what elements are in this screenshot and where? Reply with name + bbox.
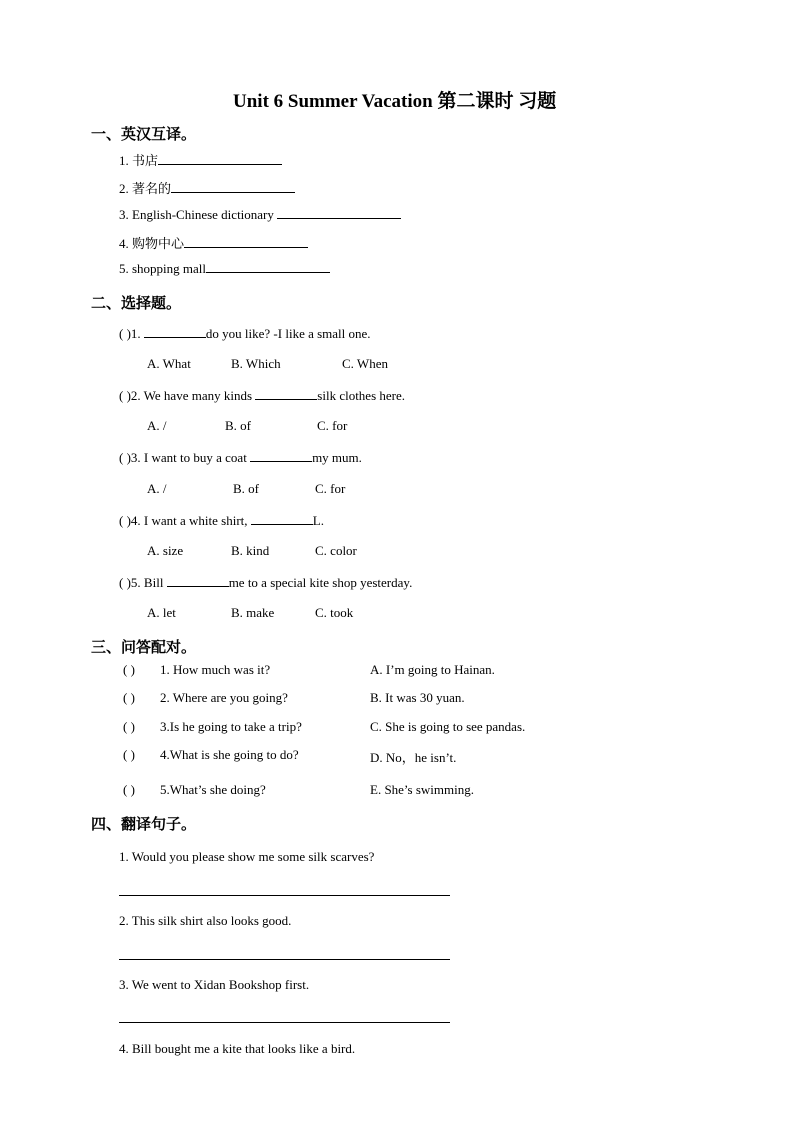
vocab-item — [119, 178, 295, 197]
option-a: A. / — [147, 418, 167, 433]
question-blank — [167, 574, 229, 587]
match-bracket[interactable]: ( ) — [123, 782, 135, 797]
question-text-post: do you like? -I like a small one. — [205, 326, 371, 341]
match-question: 5.What’s she doing? — [160, 782, 266, 797]
option-c: C. for — [315, 481, 346, 496]
question-blank — [144, 325, 206, 338]
answer-line[interactable] — [119, 1022, 450, 1023]
question-text-pre: 1. — [130, 326, 144, 341]
match-question: 4.What is she going to do? — [160, 747, 299, 762]
match-question: 2. Where are you going? — [160, 690, 288, 705]
match-answer: C. She is going to see pandas. — [370, 719, 526, 734]
option-b: B. Which — [231, 356, 281, 371]
option-a: A. size — [147, 543, 184, 558]
option-c: C. took — [315, 605, 354, 620]
question-text-post: me to a special kite shop yesterday. — [228, 575, 413, 590]
answer-blank[interactable] — [206, 260, 330, 273]
choice-question — [119, 512, 324, 529]
answer-bracket[interactable]: ( ) — [119, 513, 131, 528]
question-text-post: my mum. — [312, 450, 362, 465]
match-bracket[interactable]: ( ) — [123, 719, 135, 734]
choice-question — [119, 387, 405, 404]
answer-bracket[interactable]: ( ) — [119, 388, 131, 403]
option-b: B. make — [231, 605, 275, 620]
vocab-item-text: 2. 著名的 — [119, 181, 172, 196]
option-c: C. for — [317, 418, 348, 433]
choice-question — [119, 574, 412, 591]
question-text-post: silk clothes here. — [317, 388, 406, 403]
question-text-pre: 4. I want a white shirt, — [130, 513, 251, 528]
translate-sentence: 1. Would you please show me some silk scarves? — [119, 849, 375, 864]
translate-sentence: 4. Bill bought me a kite that looks like a bird. — [119, 1041, 356, 1056]
vocab-item — [119, 233, 308, 252]
section4-heading: 四、翻译句子。 — [91, 817, 197, 833]
answer-bracket[interactable]: ( ) — [119, 450, 131, 465]
vocab-item — [119, 150, 282, 169]
question-text-pre: 5. Bill — [130, 575, 167, 590]
translate-sentence: 3. We went to Xidan Bookshop first. — [119, 977, 310, 992]
answer-line[interactable] — [119, 895, 450, 896]
option-c: C. color — [315, 543, 357, 558]
answer-bracket[interactable]: ( ) — [119, 326, 131, 341]
answer-bracket[interactable]: ( ) — [119, 575, 131, 590]
option-b: B. kind — [231, 543, 270, 558]
option-b: B. of — [225, 418, 251, 433]
vocab-item — [119, 260, 330, 277]
question-text-pre: 2. We have many kinds — [130, 388, 256, 403]
option-a: A. What — [147, 356, 191, 371]
option-a: A. let — [147, 605, 176, 620]
section1-heading: 一、英汉互译。 — [91, 127, 197, 143]
section3-heading: 三、问答配对。 — [91, 640, 197, 656]
option-b: B. of — [233, 481, 259, 496]
match-bracket[interactable]: ( ) — [123, 747, 135, 762]
vocab-item-text: 5. shopping mall — [119, 261, 207, 276]
match-answer: B. It was 30 yuan. — [370, 690, 465, 705]
question-blank — [255, 387, 317, 400]
vocab-item — [119, 206, 401, 223]
match-answer: D. No，he isn’t. — [370, 750, 457, 765]
section2-heading: 二、选择题。 — [91, 296, 182, 312]
option-c: C. When — [342, 356, 388, 371]
choice-question — [119, 325, 371, 342]
answer-blank[interactable] — [171, 180, 295, 193]
answer-line[interactable] — [119, 959, 450, 960]
match-answer: A. I’m going to Hainan. — [370, 662, 495, 677]
question-text-post: L. — [312, 513, 324, 528]
vocab-item-text: 4. 购物中心 — [119, 236, 185, 251]
answer-blank[interactable] — [277, 206, 401, 219]
match-bracket[interactable]: ( ) — [123, 690, 135, 705]
vocab-item-text: 1. 书店 — [119, 153, 159, 168]
question-text-pre: 3. I want to buy a coat — [130, 450, 251, 465]
vocab-item-text: 3. English-Chinese dictionary — [119, 207, 278, 222]
answer-blank[interactable] — [158, 152, 282, 165]
choice-question — [119, 449, 362, 466]
question-blank — [250, 449, 312, 462]
translate-sentence: 2. This silk shirt also looks good. — [119, 913, 292, 928]
option-a: A. / — [147, 481, 167, 496]
match-answer: E. She’s swimming. — [370, 782, 475, 797]
match-question: 3.Is he going to take a trip? — [160, 719, 302, 734]
match-bracket[interactable]: ( ) — [123, 662, 135, 677]
page-title: Unit 6 Summer Vacation 第二课时 习题 — [233, 91, 557, 112]
match-question: 1. How much was it? — [160, 662, 271, 677]
question-blank — [251, 512, 313, 525]
answer-blank[interactable] — [184, 235, 308, 248]
